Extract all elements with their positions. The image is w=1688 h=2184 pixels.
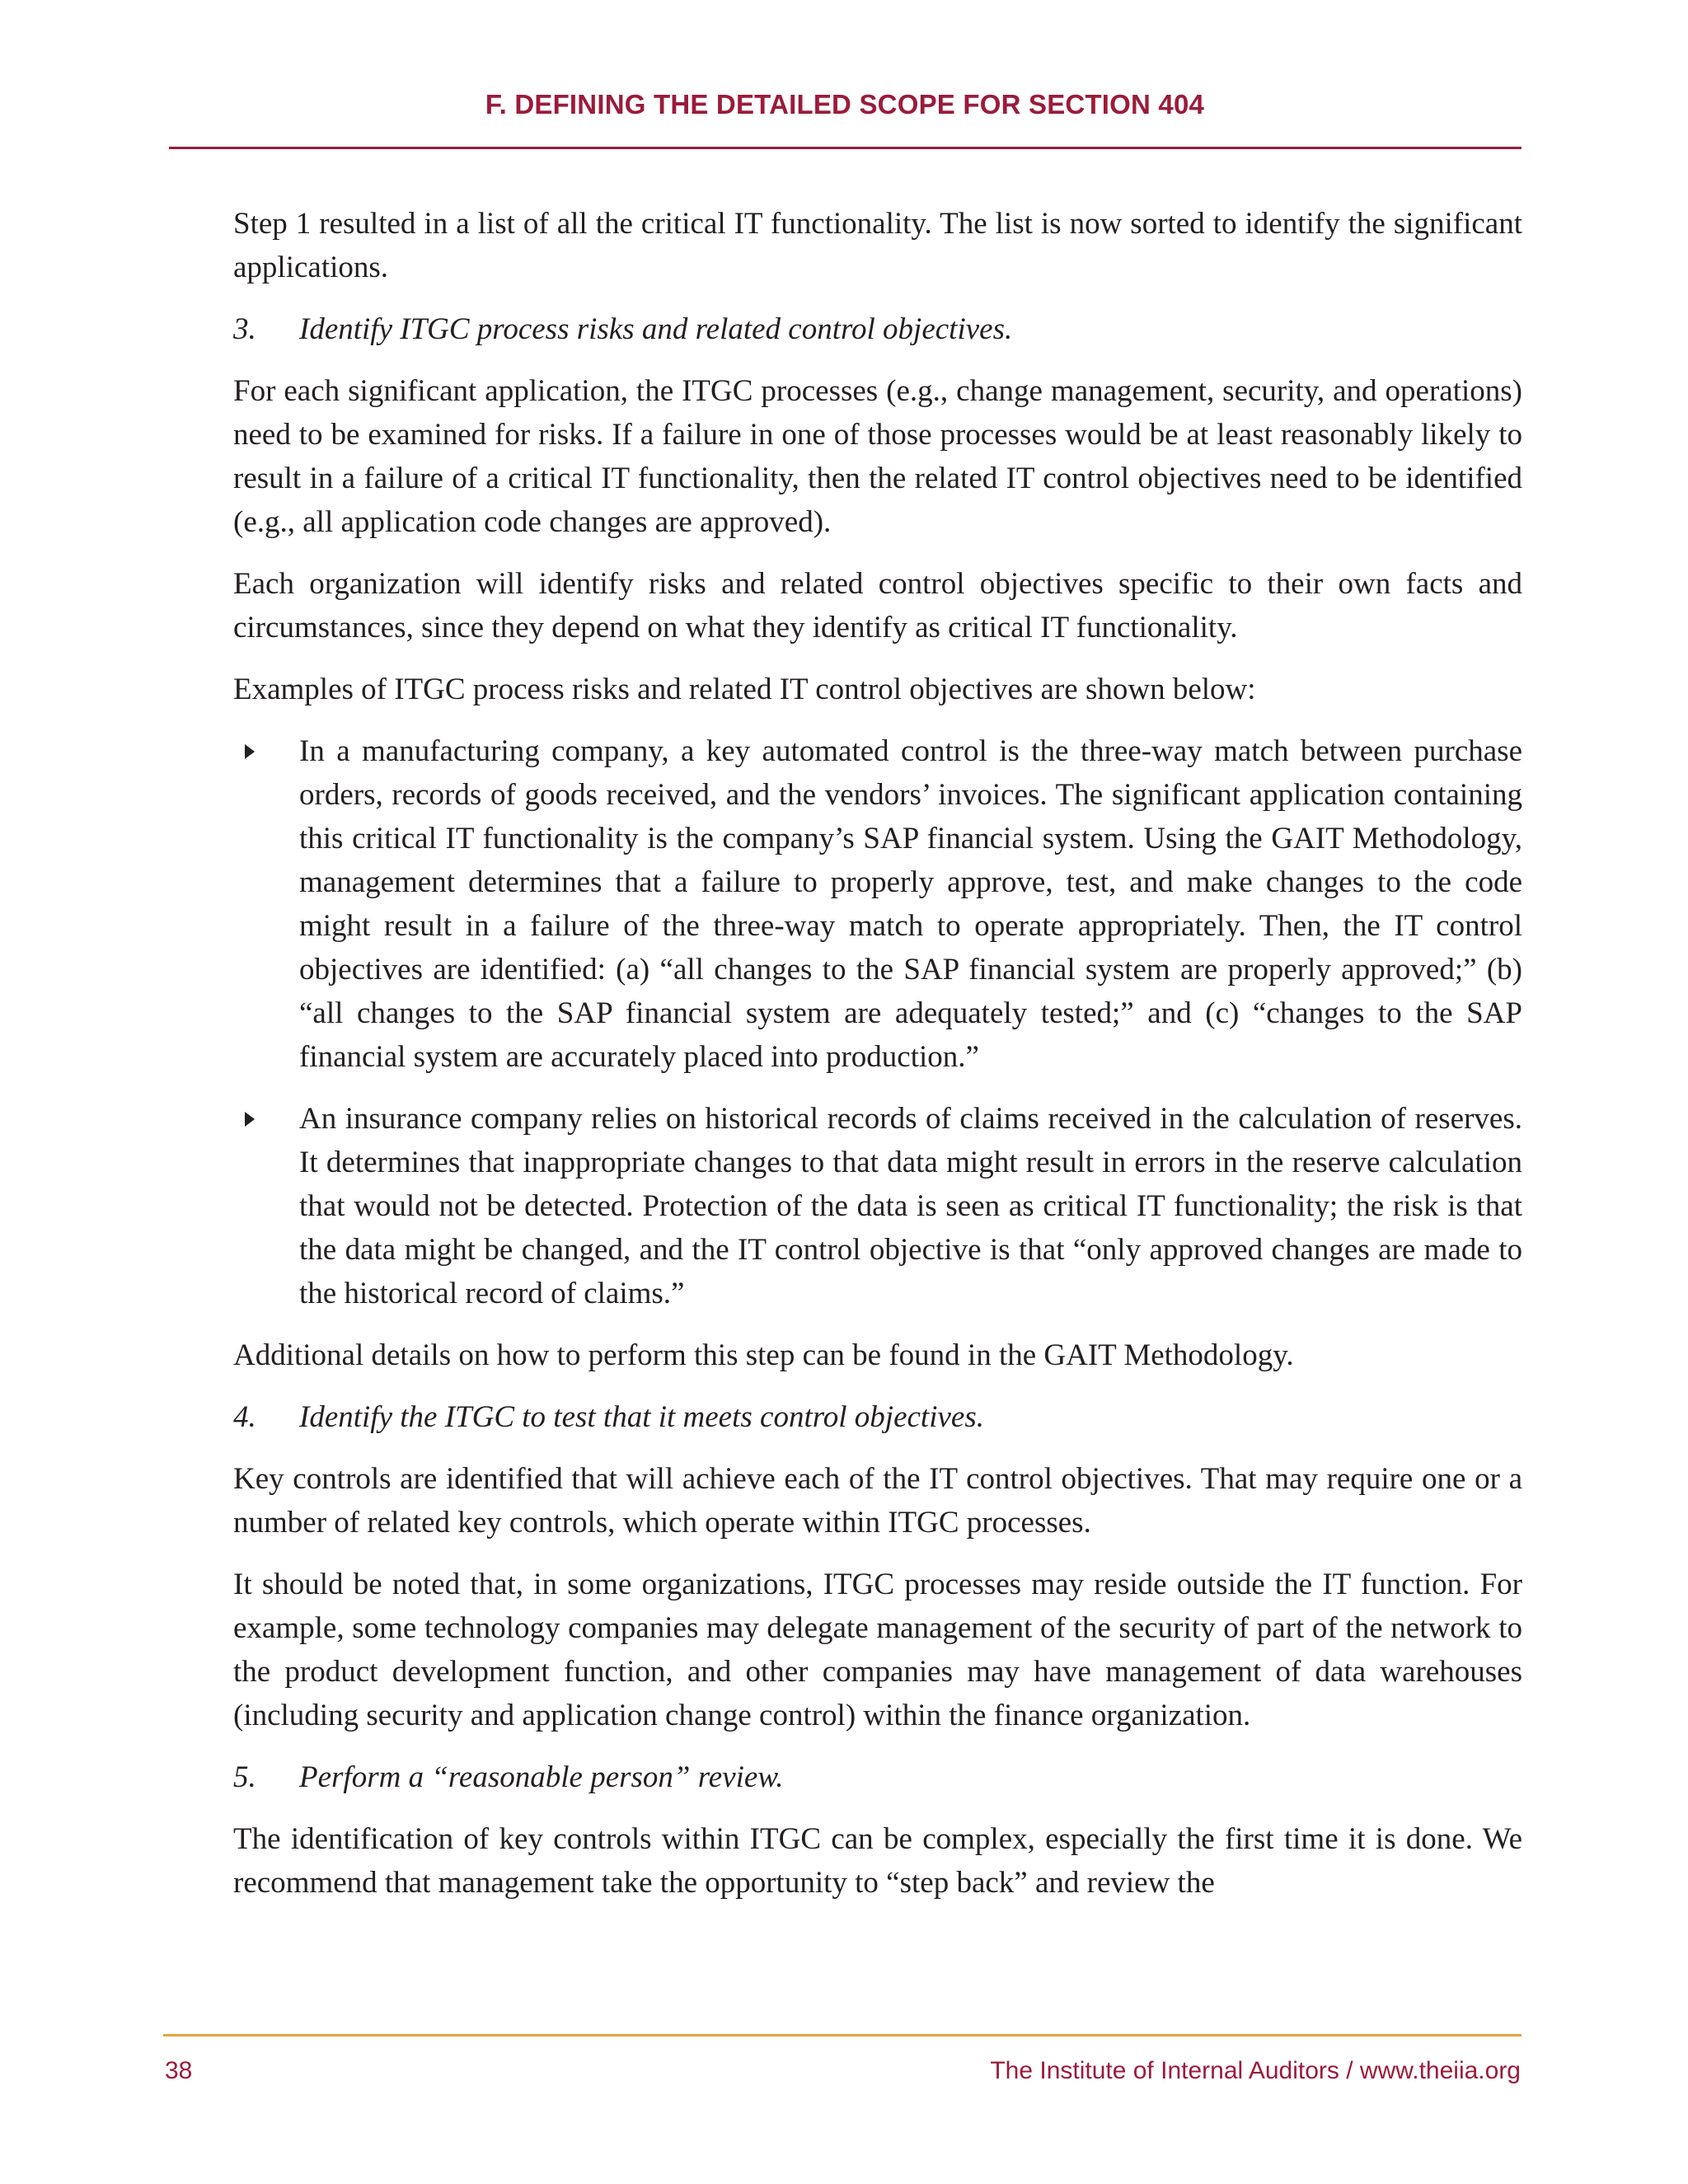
step-title: Perform a “reasonable person” review. — [299, 1760, 784, 1794]
section-header: F. DEFINING THE DETAILED SCOPE FOR SECTION 404 — [485, 89, 1205, 120]
paragraph: It should be noted that, in some organizations, ITGC processes may reside outside the IT function. For example, some technology companies may delegate management of the security of part of the network to the product development function, and other companies may have management of data warehouses (including security and application change control) within the finance organization. — [233, 1568, 1522, 1732]
step-number: 3. — [233, 312, 256, 346]
footer-rule — [163, 2034, 1522, 2036]
triangle-bullet-icon — [233, 1097, 299, 1315]
paragraph: The identification of key controls within ITGC can be complex, especially the first time it is done. We recommend that management take the opportunity to “step back” and review the — [233, 1822, 1522, 1900]
step-heading — [233, 1395, 1522, 1439]
bullet-item — [233, 729, 1522, 1079]
paragraph: Step 1 resulted in a list of all the critical IT functionality. The list is now sorted to identify the significant applications. — [233, 207, 1522, 284]
page-number: 38 — [165, 2057, 193, 2084]
step-heading — [233, 1755, 1522, 1799]
paragraph: Additional details on how to perform this step can be found in the GAIT Methodology. — [233, 1338, 1294, 1372]
paragraph: For each significant application, the ITGC processes (e.g., change management, security, and operations) need to be examined for risks. If a failure in one of those processes would be at least reasonably likely to result in a failure of a critical IT functionality, then the related IT control objectives need to be identified (e.g., all application code changes are approved). — [233, 374, 1522, 539]
step-heading — [233, 307, 1522, 351]
bullet-item — [233, 1097, 1522, 1315]
step-title: Identify the ITGC to test that it meets control objectives. — [299, 1400, 984, 1434]
header-rule — [169, 147, 1522, 149]
body-content — [233, 202, 1522, 1923]
step-number: 5. — [233, 1760, 256, 1794]
paragraph: Examples of ITGC process risks and related IT control objectives are shown below: — [233, 673, 1256, 706]
step-title: Identify ITGC process risks and related control objectives. — [299, 312, 1013, 346]
bullet-text: An insurance company relies on historical records of claims received in the calculation of reserves. It determines that inappropriate changes to that data might result in errors in the reserve calculation that would not be detected. Protection of the data is seen as critical IT functionality; the risk is that the data might be changed, and the IT control objective is that “only approved changes are made to the historical record of claims.” — [299, 1102, 1522, 1310]
step-number: 4. — [233, 1400, 256, 1434]
footer-credit: The Institute of Internal Auditors / www.theiia.org — [990, 2057, 1521, 2084]
paragraph: Each organization will identify risks and related control objectives specific to their own facts and circumstances, since they depend on what they identify as critical IT functionality. — [233, 567, 1522, 644]
triangle-bullet-icon — [233, 729, 299, 1079]
paragraph: Key controls are identified that will achieve each of the IT control objectives. That may require one or a number of related key controls, which operate within ITGC processes. — [233, 1462, 1522, 1540]
bullet-text: In a manufacturing company, a key automated control is the three-way match between purchase orders, records of goods received, and the vendors’ invoices. The significant application containing this critical IT functionality is the company’s SAP financial system. Using the GAIT Methodology, management determines that a failure to properly approve, test, and make changes to the code might result in a failure of the three-way match to operate appropriately. Then, the IT control objectives are identified: (a) “all changes to the SAP financial system are properly approved;” (b) “all changes to the SAP financial system are adequately tested;” and (c) “changes to the SAP financial system are accurately placed into production.” — [299, 734, 1522, 1074]
